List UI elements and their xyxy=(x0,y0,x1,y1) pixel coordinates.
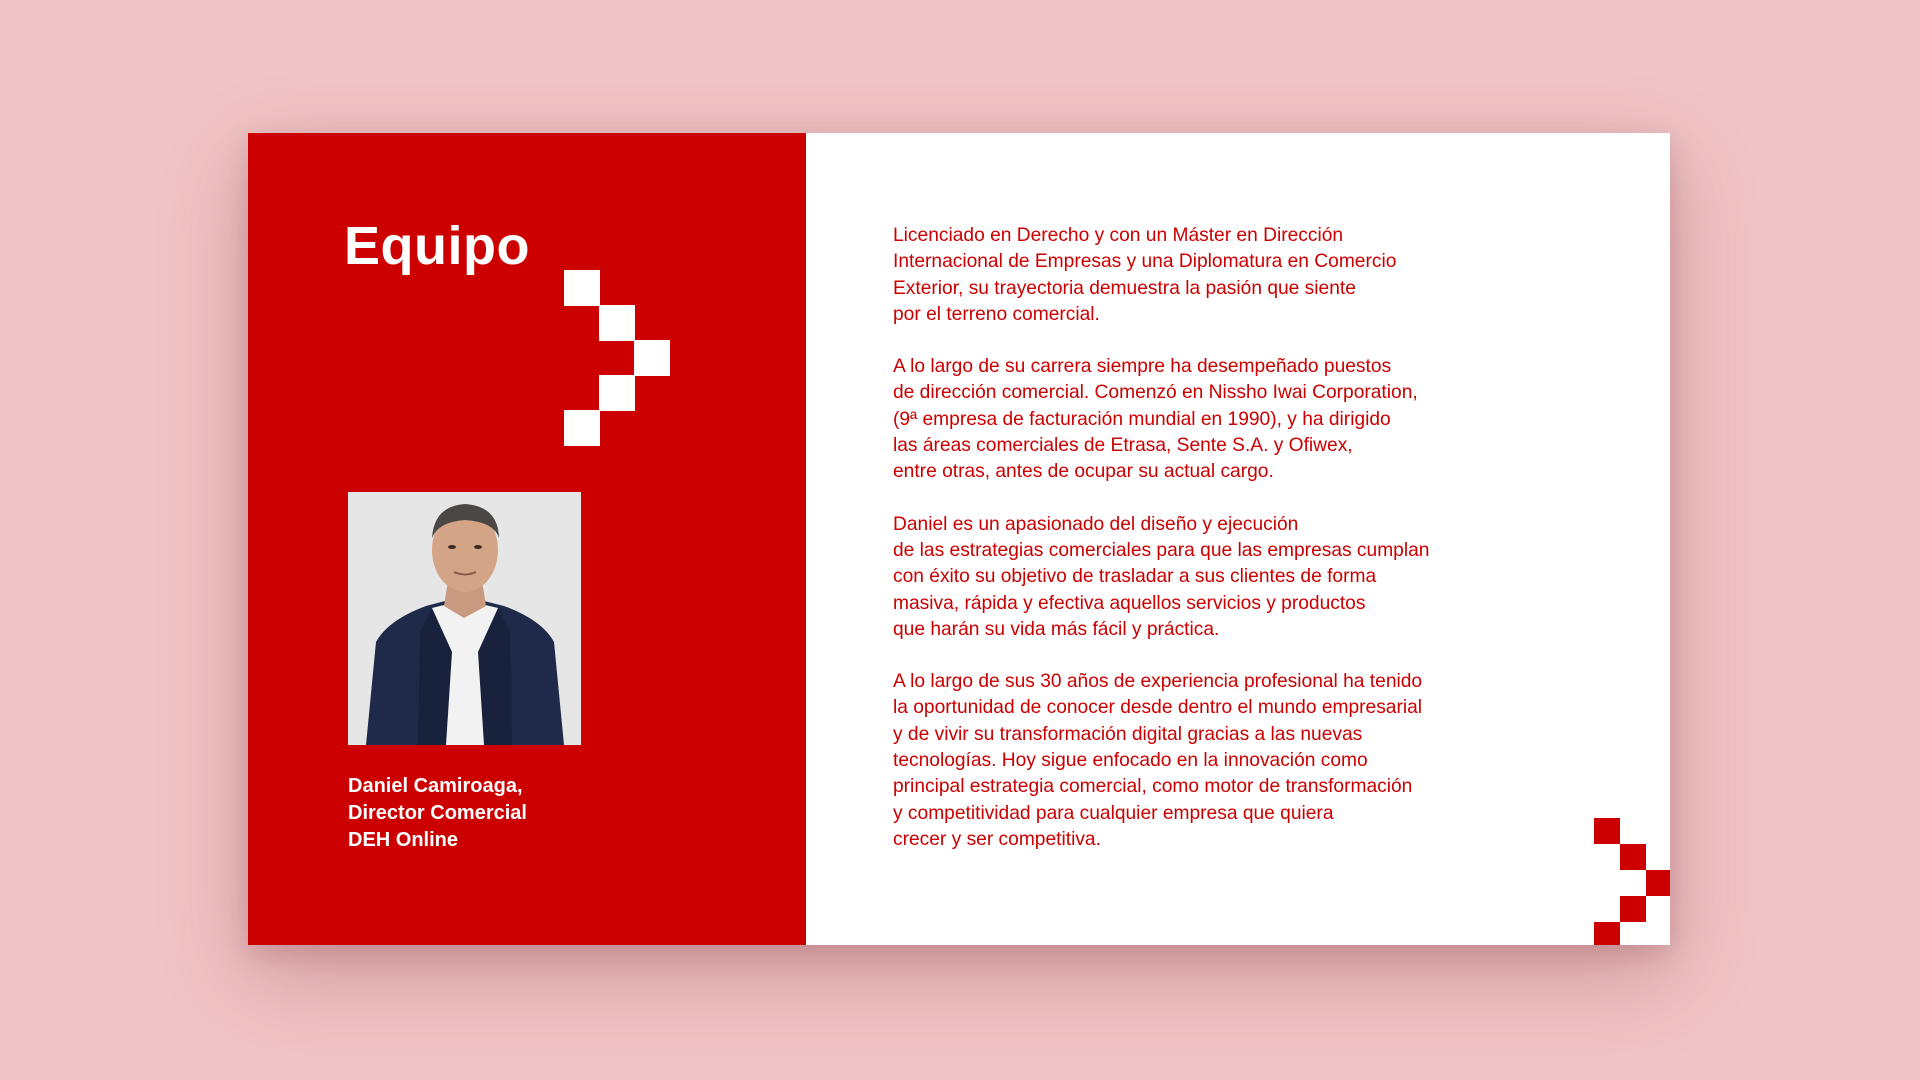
decorative-square xyxy=(1620,844,1646,870)
person-role: Director Comercial xyxy=(348,802,527,824)
left-red-panel xyxy=(248,133,806,945)
decorative-square xyxy=(1620,896,1646,922)
bio-paragraph: Licenciado en Derecho y con un Máster en Dirección Internacional de Empresas y una Diplomatura en Comercio Exterior, su trayectoria demuestra la pasión que siente por el terreno comercial. xyxy=(893,225,1397,325)
decorative-square xyxy=(1594,922,1620,945)
decorative-square xyxy=(599,305,635,341)
person-company: DEH Online xyxy=(348,829,459,851)
decorative-square xyxy=(599,375,635,411)
bio-paragraph: A lo largo de su carrera siempre ha desempeñado puestos de dirección comercial. Comenzó en Nissho Iwai Corporation, (9ª empresa de facturación mundial en 1990), y ha dirigido las áreas comerciales de Etrasa, Sente S.A. y Ofiwex, entre otras, antes de ocupar su actual cargo. xyxy=(893,356,1418,483)
portrait-photo xyxy=(348,492,581,745)
decorative-square xyxy=(564,270,600,306)
person-name: Daniel Camiroaga, xyxy=(348,775,523,797)
decorative-square xyxy=(1646,870,1670,896)
biography-text xyxy=(893,223,1513,879)
decorative-square xyxy=(564,410,600,446)
bio-paragraph: A lo largo de sus 30 años de experiencia profesional ha tenido la oportunidad de conocer desde dentro el mundo empresarial y de vivir su transformación digital gracias a las nuevas tecnologías. Hoy sigue enfocado en la innovación como principal estrategia comercial, como motor de transformación y competitividad para cualquier empresa que quiera crecer y ser competitiva. xyxy=(893,671,1423,850)
decorative-square xyxy=(634,340,670,376)
slide-card xyxy=(248,133,1670,945)
slide-title: Equipo xyxy=(344,216,530,276)
person-caption xyxy=(348,773,527,854)
bio-paragraph: Daniel es un apasionado del diseño y ejecución de las estrategias comerciales para que las empresas cumplan con éxito su objetivo de trasladar a sus clientes de forma masiva, rápida y efectiva aquellos servicios y productos que harán su vida más fácil y práctica. xyxy=(893,513,1430,640)
decorative-square xyxy=(1594,818,1620,844)
